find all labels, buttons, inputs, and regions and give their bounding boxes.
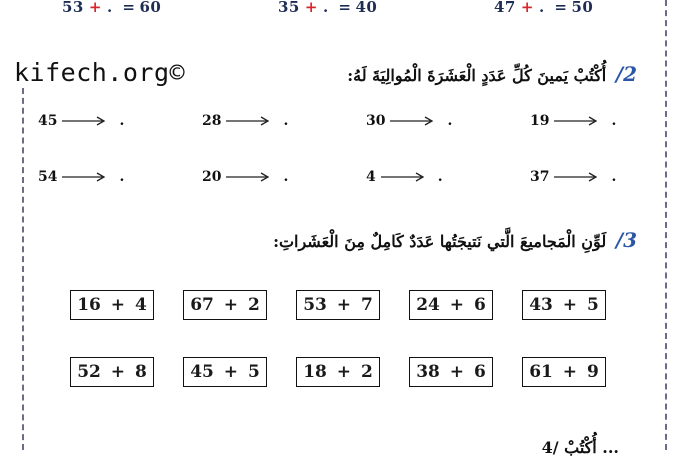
arrow-item	[38, 113, 124, 129]
sum-box[interactable]: 38 + 6	[409, 357, 493, 387]
answer-blank: .	[119, 113, 125, 129]
section-3-title: لَوِّنِ الْمَجاميعَ الَّتي نَتيجَتُها عَدَدٌ كَامِلٌ مِنَ الْعَشَراتِ:	[273, 232, 607, 251]
sum-box[interactable]: 18 + 2	[296, 357, 380, 387]
equals-sign: =	[338, 0, 352, 16]
equation-result: 40	[355, 0, 378, 16]
equation-blank: .	[106, 0, 113, 16]
sum-box[interactable]: 16 + 4	[70, 290, 154, 320]
arrow-number: 20	[202, 169, 222, 185]
equation-term: 53	[62, 0, 84, 16]
watermark: kifech.org©	[14, 58, 186, 87]
arrow-number: 28	[202, 113, 222, 129]
right-arrow-icon	[389, 116, 435, 126]
plus-sign: +	[304, 0, 318, 16]
arrow-item	[366, 169, 443, 185]
section-3-number: 3/	[615, 228, 637, 252]
arrow-number: 37	[530, 169, 550, 185]
answer-blank: .	[437, 169, 443, 185]
equation-result: 50	[571, 0, 594, 16]
page-border-right	[665, 0, 667, 450]
arrow-item	[38, 169, 124, 185]
arrow-item	[530, 169, 616, 185]
answer-blank: .	[611, 113, 617, 129]
arrow-number: 54	[38, 169, 58, 185]
sum-box[interactable]: 67 + 2	[183, 290, 267, 320]
sum-box[interactable]: 45 + 5	[183, 357, 267, 387]
section-4-partial-heading: 4/ أُكْتُبْ ...	[541, 438, 619, 457]
arrow-number: 4	[366, 169, 376, 185]
section-2-title: أُكْتُبْ يَمينَ كُلِّ عَدَدٍ الْعَشَرَةَ الْمُوالِيَةَ لَهُ:	[347, 66, 607, 85]
plus-sign: +	[520, 0, 534, 16]
sum-box[interactable]: 52 + 8	[70, 357, 154, 387]
equation-term: 35	[278, 0, 300, 16]
answer-blank: .	[283, 169, 289, 185]
right-arrow-icon	[380, 172, 426, 182]
arrow-item	[202, 113, 288, 129]
arrow-number: 30	[366, 113, 386, 129]
section-2-number: 2/	[615, 62, 637, 86]
page-border-left	[22, 88, 24, 450]
equation-1	[62, 0, 161, 16]
equation-2	[278, 0, 377, 16]
equals-sign: =	[554, 0, 568, 16]
section-2-heading	[347, 62, 637, 86]
sum-box[interactable]: 53 + 7	[296, 290, 380, 320]
equation-blank: .	[538, 0, 545, 16]
arrow-number: 19	[530, 113, 550, 129]
equals-sign: =	[122, 0, 136, 16]
right-arrow-icon	[61, 116, 107, 126]
sum-box[interactable]: 24 + 6	[409, 290, 493, 320]
answer-blank: .	[119, 169, 125, 185]
arrow-item	[530, 113, 616, 129]
right-arrow-icon	[553, 116, 599, 126]
section-3-heading	[273, 228, 637, 252]
answer-blank: .	[611, 169, 617, 185]
answer-blank: .	[447, 113, 453, 129]
equation-3	[494, 0, 593, 16]
arrow-number: 45	[38, 113, 58, 129]
right-arrow-icon	[553, 172, 599, 182]
plus-sign: +	[88, 0, 102, 16]
answer-blank: .	[283, 113, 289, 129]
arrow-item	[366, 113, 452, 129]
right-arrow-icon	[225, 116, 271, 126]
arrow-item	[202, 169, 288, 185]
right-arrow-icon	[61, 172, 107, 182]
sum-box[interactable]: 61 + 9	[522, 357, 606, 387]
right-arrow-icon	[225, 172, 271, 182]
sum-box[interactable]: 43 + 5	[522, 290, 606, 320]
equation-result: 60	[139, 0, 162, 16]
equation-term: 47	[494, 0, 516, 16]
equation-blank: .	[322, 0, 329, 16]
